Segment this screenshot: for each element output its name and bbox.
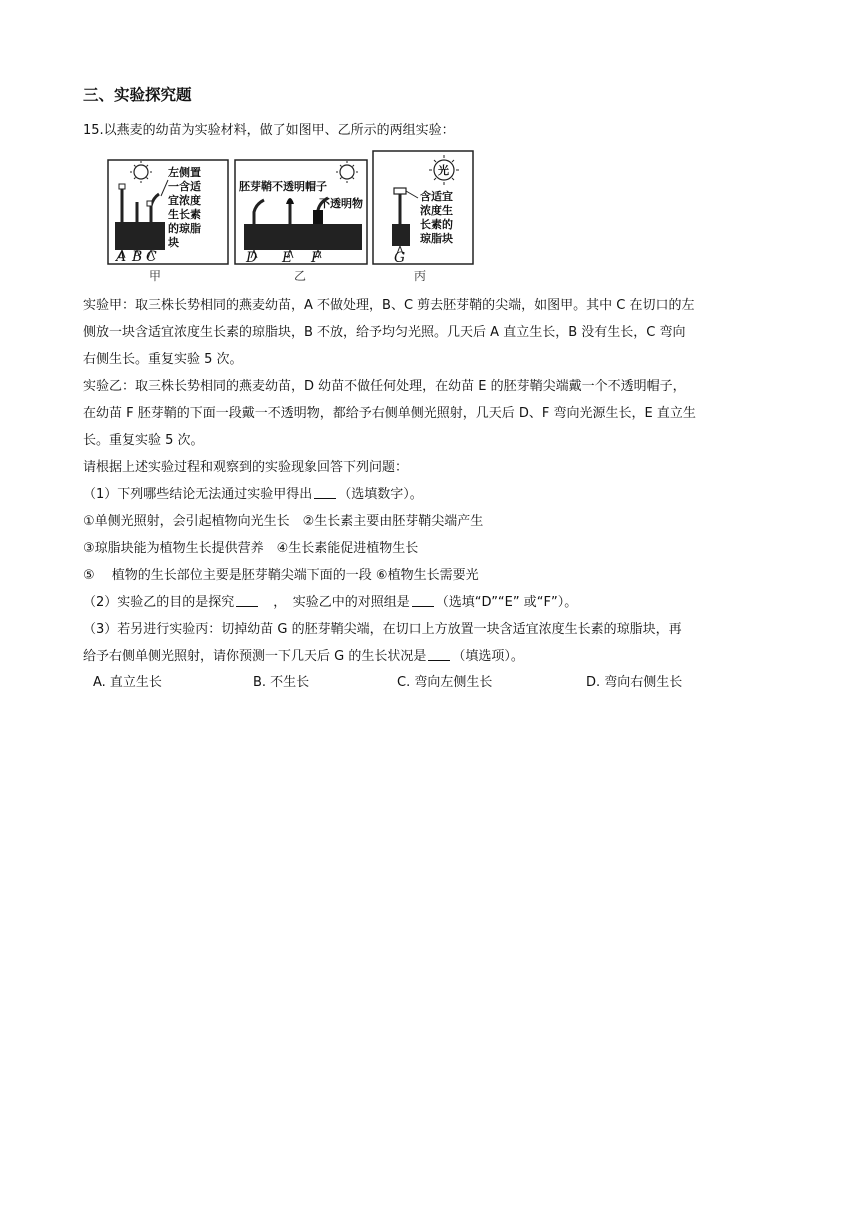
sun-icon — [429, 155, 459, 185]
answer-blank-q2-control[interactable] — [412, 593, 434, 607]
annotation-bing-1: 含适宜 — [420, 190, 453, 203]
caption-jia: 甲 — [149, 269, 162, 283]
sun-label: 光 — [438, 164, 449, 177]
plant-label-g: G — [394, 250, 406, 266]
annotation-bing-4: 琼脂块 — [420, 232, 453, 245]
answer-blank-q1[interactable] — [314, 485, 336, 499]
plant-label-f: F — [311, 250, 321, 266]
q3-text-before: 给予右侧单侧光照射，请你预测一下几天后 G 的生长状况是 — [83, 649, 427, 664]
question-prompt: 请根据上述实验过程和观察到的实验现象回答下列问题： — [83, 460, 409, 475]
experiment-figure — [103, 150, 783, 290]
experiment-jia-line-1: 实验甲：取三株长势相同的燕麦幼苗，A 不做处理，B、C 剪去胚芽鞘的尖端，如图甲。其中 C 在切口的左 — [83, 298, 695, 313]
plant-label-a: A — [116, 249, 127, 265]
figure-panel-yi — [234, 150, 370, 285]
sub-question-2 — [83, 589, 783, 616]
annotation-jia-1: 左侧置 — [168, 166, 201, 179]
conclusion-line-1: ①单侧光照射，会引起植物向光生长 ②生长素主要由胚芽鞘尖端产生 — [83, 514, 484, 529]
sun-icon — [130, 161, 152, 183]
figure-panel-bing — [372, 150, 476, 285]
sub-question-3-line-1: （3）若另进行实验丙：切掉幼苗 G 的胚芽鞘尖端，在切口上方放置一块含适宜浓度生长素的琼脂块，再 — [83, 622, 682, 637]
annotation-yi-top: 胚芽鞘不透明帽子 — [239, 180, 327, 193]
experiment-yi-line-1: 实验乙：取三株长势相同的燕麦幼苗，D 幼苗不做任何处理，在幼苗 E 的胚芽鞘尖端戴一个不透明帽子， — [83, 379, 686, 394]
q1-text-before: （1）下列哪些结论无法通过实验甲得出 — [83, 487, 313, 502]
experiment-jia-line-2: 侧放一块含适宜浓度生长素的琼脂块，B 不放，给予均匀光照。几天后 A 直立生长，B 没有生长，C 弯向 — [83, 325, 686, 340]
figure-panel-jia — [107, 150, 229, 285]
sub-question-1 — [83, 481, 783, 508]
annotation-jia-4: 生长素 — [168, 208, 201, 221]
experiment-yi-line-3: 长。重复实验 5 次。 — [83, 433, 204, 448]
annotation-bing-3: 长素的 — [420, 218, 453, 231]
annotation-jia-2: 一含适 — [168, 180, 201, 193]
plant-label-e: E — [282, 250, 293, 266]
plant-label-d: D — [246, 250, 258, 266]
option-c[interactable]: C. 弯向左侧生长 — [397, 675, 493, 690]
conclusion-line-2: ③琼脂块能为植物生长提供营养 ④生长素能促进植物生长 — [83, 541, 419, 556]
option-a[interactable]: A. 直立生长 — [93, 675, 162, 690]
exam-page — [83, 84, 783, 696]
conclusion-line-3: ⑤ 植物的生长部位主要是胚芽鞘尖端下面的一段 ⑥植物生长需要光 — [83, 568, 479, 583]
q2-text-before: （2）实验乙的目的是探究 — [83, 595, 235, 610]
annotation-jia-6: 块 — [168, 236, 179, 249]
answer-options — [83, 670, 783, 696]
annotation-yi-side: 不透明物 — [319, 197, 363, 210]
q3-text-after: （填选项）。 — [452, 649, 524, 664]
option-b[interactable]: B. 不生长 — [253, 675, 310, 690]
experiment-yi-line-2: 在幼苗 F 胚芽鞘的下面一段戴一不透明物，都给予右侧单侧光照射，几天后 D、F 弯向光源生长，E 直立生 — [83, 406, 696, 421]
q1-text-after: （选填数字）。 — [338, 487, 423, 502]
plant-label-b: B — [132, 249, 143, 265]
annotation-bing-2: 浓度生 — [420, 204, 453, 217]
q2-text-after: （选填“D”“E” 或“F”）。 — [435, 595, 578, 610]
caption-bing: 丙 — [414, 269, 427, 283]
annotation-jia-5: 的琼脂 — [168, 222, 201, 235]
annotation-jia-3: 宜浓度 — [168, 194, 201, 207]
question-stem: 15.以燕麦的幼苗为实验材料，做了如图甲、乙所示的两组实验： — [83, 123, 455, 138]
q2-text-middle: ， 实验乙中的对照组是 — [260, 595, 410, 610]
sun-icon — [336, 161, 358, 183]
sub-question-3-line-2 — [83, 643, 783, 670]
plant-label-c: C — [146, 249, 157, 265]
caption-yi: 乙 — [294, 269, 307, 283]
answer-blank-q3[interactable] — [428, 647, 450, 661]
experiment-jia-line-3: 右侧生长。重复实验 5 次。 — [83, 352, 243, 367]
section-title: 三、实验探究题 — [83, 86, 192, 104]
answer-blank-q2-purpose[interactable] — [236, 593, 258, 607]
option-d[interactable]: D. 弯向右侧生长 — [586, 675, 683, 690]
